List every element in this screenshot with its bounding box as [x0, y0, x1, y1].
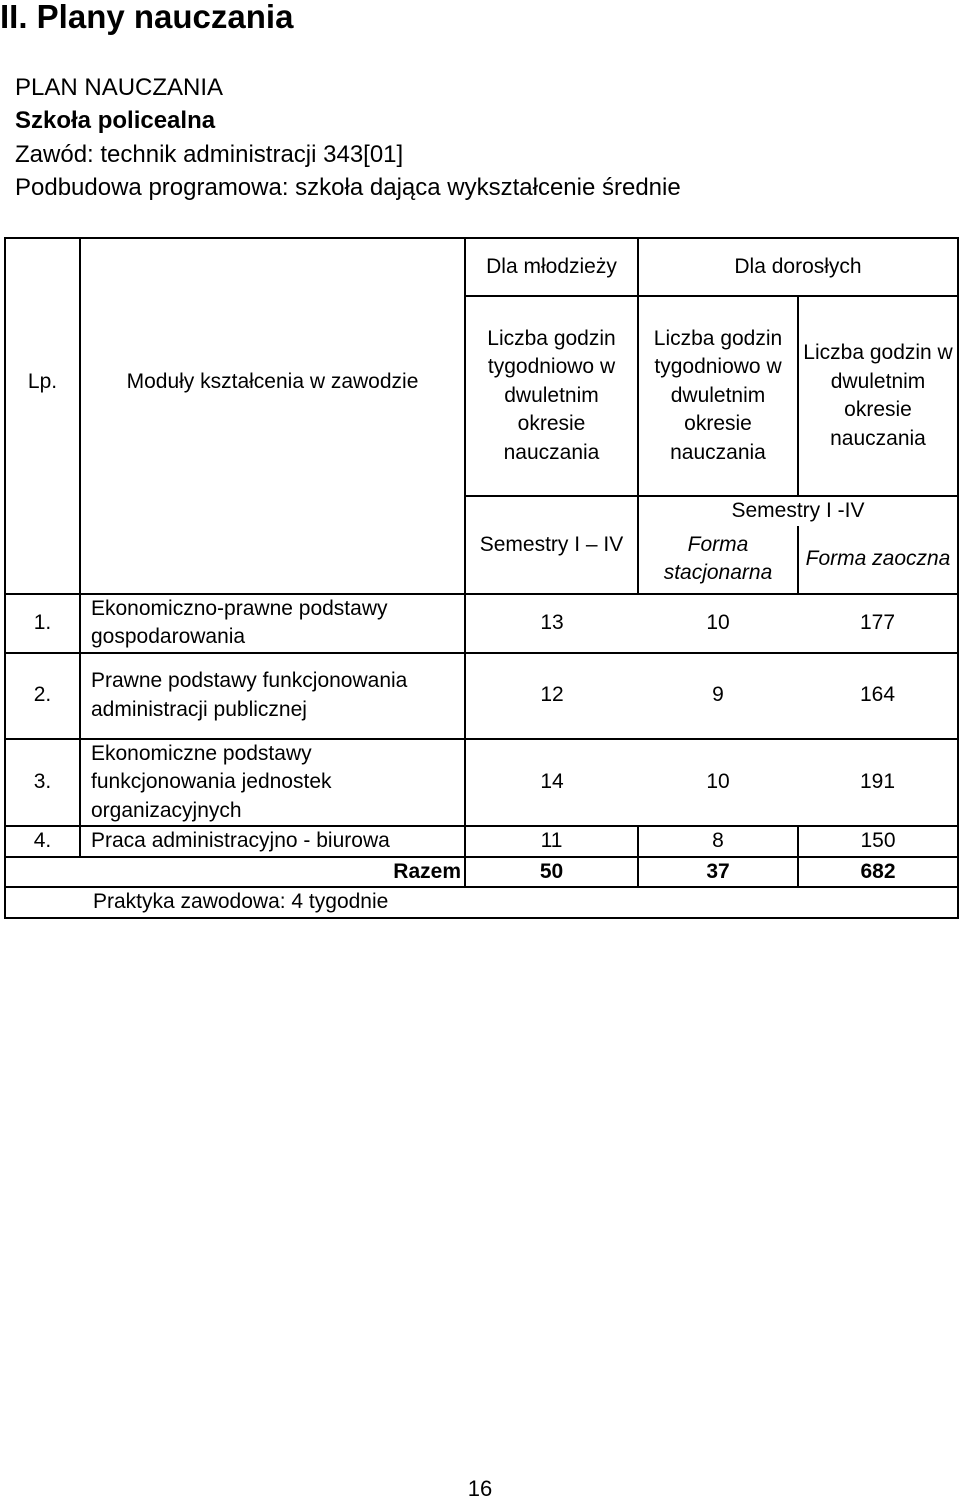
row-number: 1. — [5, 594, 80, 653]
total-row — [5, 857, 958, 888]
row-number: 4. — [5, 826, 80, 857]
total-extramural: 682 — [798, 857, 958, 888]
program-basis: Podbudowa programowa: szkoła dająca wykształcenie średnie — [15, 174, 681, 201]
hours-youth: 11 — [465, 826, 638, 857]
header-youth: Dla młodzieży — [465, 238, 638, 296]
hours-stationary: 10 — [638, 739, 798, 827]
module-name: Praca administracyjno - biurowa — [80, 826, 465, 857]
module-name: Ekonomiczne podstawy funkcjonowania jednostek organizacyjnych — [80, 739, 465, 827]
plan-title: PLAN NAUCZANIA — [15, 74, 224, 101]
total-youth: 50 — [465, 857, 638, 888]
table-row — [5, 826, 958, 857]
hours-extramural: 164 — [798, 653, 958, 739]
row-number: 2. — [5, 653, 80, 739]
header-modules: Moduły kształcenia w zawodzie — [80, 238, 465, 526]
practice-note: Praktyka zawodowa: 4 tygodnie — [5, 887, 958, 918]
hours-stationary: 9 — [638, 653, 798, 739]
profession: Zawód: technik administracji 343[01] — [15, 141, 404, 168]
module-name: Prawne podstawy funkcjonowania administracji publicznej — [80, 653, 465, 739]
header-lp: Lp. — [5, 238, 80, 526]
row-number: 3. — [5, 739, 80, 827]
module-name: Ekonomiczno-prawne podstawy gospodarowania — [80, 594, 465, 653]
hours-stationary: 10 — [638, 594, 798, 653]
hours-youth: 12 — [465, 653, 638, 739]
practice-row — [5, 887, 958, 918]
hours-extramural: 177 — [798, 594, 958, 653]
header-semesters-youth: Semestry I – IV — [465, 496, 638, 594]
table-row — [5, 739, 958, 827]
teaching-plan-table — [4, 237, 959, 919]
header-semesters-adults: Semestry I -IV — [638, 496, 958, 526]
total-stationary: 37 — [638, 857, 798, 888]
header-form-extramural: Forma zaoczna — [798, 526, 958, 594]
hours-extramural: 191 — [798, 739, 958, 827]
hours-youth: 14 — [465, 739, 638, 827]
header-weekly-youth: Liczba godzin tygodniowo w dwuletnim okresie nauczania — [465, 296, 638, 496]
header-row-groups — [5, 238, 958, 296]
header-total-adults: Liczba godzin w dwuletnim okresie nauczania — [798, 296, 958, 496]
table-row — [5, 594, 958, 653]
section-heading: II. Plany nauczania — [0, 0, 294, 35]
hours-extramural: 150 — [798, 826, 958, 857]
table-row — [5, 653, 958, 739]
header-form-stationary: Forma stacjonarna — [638, 526, 798, 594]
header-weekly-adults: Liczba godzin tygodniowo w dwuletnim okresie nauczania — [638, 296, 798, 496]
hours-youth: 13 — [465, 594, 638, 653]
total-label: Razem — [5, 857, 465, 888]
school-type: Szkoła policealna — [15, 107, 216, 134]
hours-stationary: 8 — [638, 826, 798, 857]
page-number: 16 — [467, 1476, 493, 1501]
header-adults: Dla dorosłych — [638, 238, 958, 296]
